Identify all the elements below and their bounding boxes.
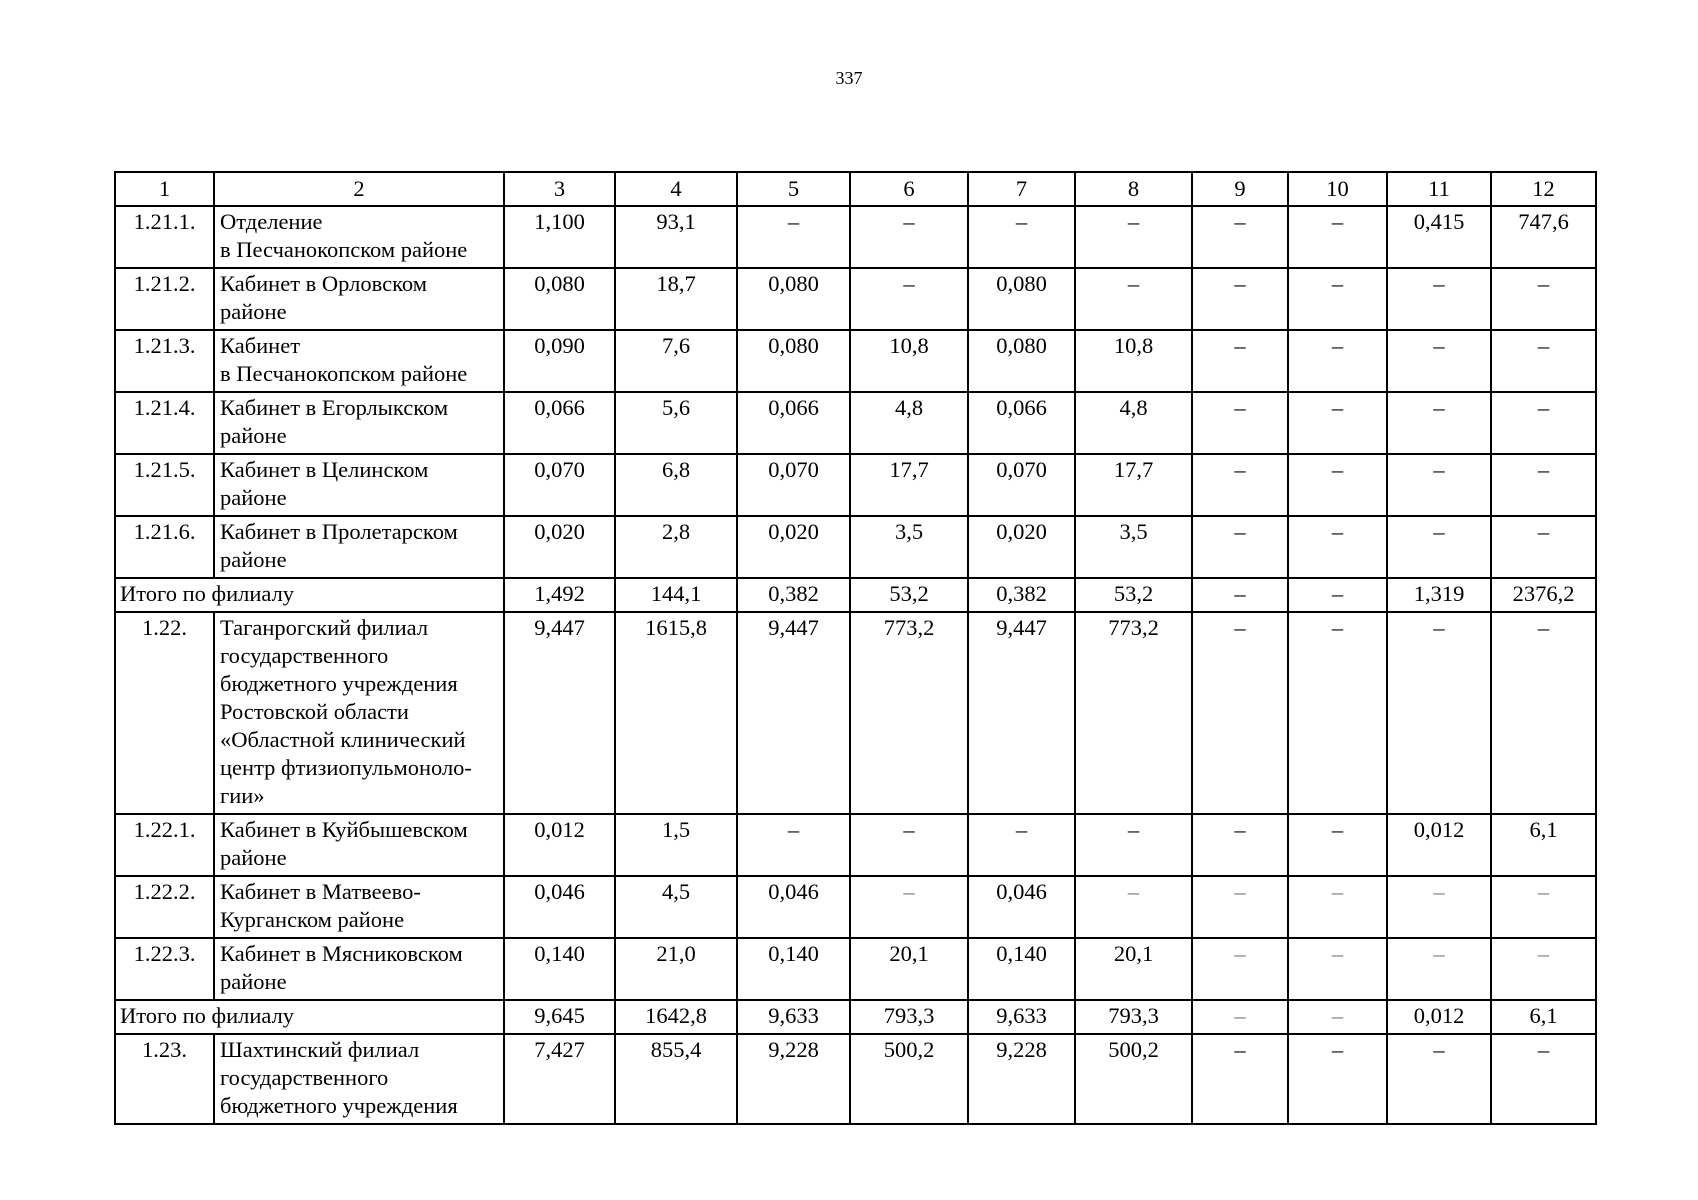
value-cell: –	[1387, 268, 1491, 330]
value-cell: 4,5	[615, 876, 737, 938]
value-cell: –	[1192, 392, 1288, 454]
value-cell: –	[737, 814, 850, 876]
value-cell: 3,5	[1075, 516, 1192, 578]
value-cell: –	[1075, 814, 1192, 876]
value-cell: –	[1288, 268, 1387, 330]
value-cell: –	[1288, 516, 1387, 578]
value-cell: 0,046	[504, 876, 615, 938]
value-cell: 0,046	[737, 876, 850, 938]
value-cell: –	[1491, 392, 1596, 454]
header-cell: 10	[1288, 172, 1387, 206]
row-name: Кабинет в Матвеево- Курганском районе	[214, 876, 504, 938]
table-row	[115, 1034, 1596, 1124]
value-cell: 500,2	[1075, 1034, 1192, 1124]
value-cell: –	[1192, 938, 1288, 1000]
value-cell: –	[1288, 578, 1387, 612]
page-number: 337	[835, 68, 863, 88]
header-cell: 12	[1491, 172, 1596, 206]
row-number: 1.21.5.	[115, 454, 214, 516]
header-cell: 1	[115, 172, 214, 206]
header-cell: 3	[504, 172, 615, 206]
value-cell: –	[1075, 876, 1192, 938]
total-row	[115, 1000, 1596, 1034]
value-cell: 9,645	[504, 1000, 615, 1034]
value-cell: 0,066	[968, 392, 1075, 454]
header-cell: 11	[1387, 172, 1491, 206]
value-cell: 0,012	[1387, 1000, 1491, 1034]
row-name: Кабинет в Песчанокопском районе	[214, 330, 504, 392]
value-cell: 6,8	[615, 454, 737, 516]
value-cell: 0,020	[968, 516, 1075, 578]
value-cell: 793,3	[850, 1000, 968, 1034]
total-label: Итого по филиалу	[115, 1000, 504, 1034]
value-cell: 855,4	[615, 1034, 737, 1124]
value-cell: –	[1491, 454, 1596, 516]
value-cell: –	[1387, 330, 1491, 392]
value-cell: 5,6	[615, 392, 737, 454]
value-cell: –	[1387, 516, 1491, 578]
value-cell: 0,066	[504, 392, 615, 454]
value-cell: –	[968, 814, 1075, 876]
value-cell: –	[1192, 268, 1288, 330]
value-cell: 6,1	[1491, 1000, 1596, 1034]
value-cell: 9,447	[737, 612, 850, 814]
value-cell: –	[850, 268, 968, 330]
row-name: Кабинет в Целинском районе	[214, 454, 504, 516]
value-cell: –	[1288, 1034, 1387, 1124]
value-cell: 9,228	[968, 1034, 1075, 1124]
value-cell: 0,070	[968, 454, 1075, 516]
row-number: 1.21.1.	[115, 206, 214, 268]
table-row	[115, 814, 1596, 876]
value-cell: –	[1075, 206, 1192, 268]
value-cell: 0,080	[968, 330, 1075, 392]
value-cell: –	[737, 206, 850, 268]
value-cell: 6,1	[1491, 814, 1596, 876]
value-cell: 9,447	[504, 612, 615, 814]
value-cell: –	[1192, 578, 1288, 612]
value-cell: 2376,2	[1491, 578, 1596, 612]
header-cell: 8	[1075, 172, 1192, 206]
row-name: Отделение в Песчанокопском районе	[214, 206, 504, 268]
value-cell: 10,8	[850, 330, 968, 392]
value-cell: –	[1387, 938, 1491, 1000]
value-cell: 2,8	[615, 516, 737, 578]
value-cell: –	[1075, 268, 1192, 330]
value-cell: 773,2	[850, 612, 968, 814]
row-number: 1.21.6.	[115, 516, 214, 578]
value-cell: –	[1288, 330, 1387, 392]
value-cell: 21,0	[615, 938, 737, 1000]
value-cell: 1,319	[1387, 578, 1491, 612]
table-row	[115, 392, 1596, 454]
value-cell: 1,100	[504, 206, 615, 268]
value-cell: 9,228	[737, 1034, 850, 1124]
value-cell: –	[968, 206, 1075, 268]
table-row	[115, 938, 1596, 1000]
value-cell: 53,2	[1075, 578, 1192, 612]
value-cell: 7,6	[615, 330, 737, 392]
value-cell: –	[1288, 612, 1387, 814]
value-cell: 773,2	[1075, 612, 1192, 814]
row-name: Кабинет в Куйбышевском районе	[214, 814, 504, 876]
value-cell: –	[1387, 876, 1491, 938]
value-cell: –	[1491, 516, 1596, 578]
row-name: Шахтинский филиал государственного бюджетного учреждения	[214, 1034, 504, 1124]
table-row	[115, 330, 1596, 392]
value-cell: 10,8	[1075, 330, 1192, 392]
value-cell: 18,7	[615, 268, 737, 330]
value-cell: 0,020	[737, 516, 850, 578]
value-cell: –	[1491, 330, 1596, 392]
value-cell: –	[1387, 1034, 1491, 1124]
table-row	[115, 612, 1596, 814]
value-cell: 9,633	[737, 1000, 850, 1034]
value-cell: –	[1288, 938, 1387, 1000]
row-number: 1.21.4.	[115, 392, 214, 454]
value-cell: 17,7	[850, 454, 968, 516]
value-cell: –	[1288, 814, 1387, 876]
table-row	[115, 876, 1596, 938]
value-cell: 7,427	[504, 1034, 615, 1124]
table-row	[115, 454, 1596, 516]
value-cell: 0,080	[737, 268, 850, 330]
value-cell: –	[850, 206, 968, 268]
value-cell: –	[1288, 876, 1387, 938]
value-cell: 747,6	[1491, 206, 1596, 268]
value-cell: 0,070	[737, 454, 850, 516]
value-cell: 0,140	[504, 938, 615, 1000]
row-number: 1.22.2.	[115, 876, 214, 938]
value-cell: 4,8	[1075, 392, 1192, 454]
value-cell: 53,2	[850, 578, 968, 612]
value-cell: 93,1	[615, 206, 737, 268]
total-label: Итого по филиалу	[115, 578, 504, 612]
value-cell: 0,382	[737, 578, 850, 612]
value-cell: –	[1192, 612, 1288, 814]
value-cell: –	[1192, 206, 1288, 268]
value-cell: –	[1387, 454, 1491, 516]
value-cell: 20,1	[1075, 938, 1192, 1000]
value-cell: –	[1288, 392, 1387, 454]
value-cell: –	[1192, 876, 1288, 938]
value-cell: 0,090	[504, 330, 615, 392]
value-cell: 793,3	[1075, 1000, 1192, 1034]
total-row	[115, 578, 1596, 612]
header-cell: 2	[214, 172, 504, 206]
row-name: Кабинет в Пролетарском районе	[214, 516, 504, 578]
value-cell: 17,7	[1075, 454, 1192, 516]
value-cell: –	[850, 876, 968, 938]
table-row	[115, 206, 1596, 268]
value-cell: 3,5	[850, 516, 968, 578]
header-cell: 7	[968, 172, 1075, 206]
value-cell: –	[1192, 1034, 1288, 1124]
value-cell: 0,415	[1387, 206, 1491, 268]
value-cell: –	[1192, 1000, 1288, 1034]
value-cell: 144,1	[615, 578, 737, 612]
value-cell: –	[1192, 454, 1288, 516]
value-cell: –	[1288, 1000, 1387, 1034]
row-name: Кабинет в Орловском районе	[214, 268, 504, 330]
value-cell: 0,070	[504, 454, 615, 516]
header-cell: 4	[615, 172, 737, 206]
header-cell: 6	[850, 172, 968, 206]
value-cell: –	[1192, 516, 1288, 578]
value-cell: 0,046	[968, 876, 1075, 938]
row-name: Таганрогский филиал государственного бюджетного учреждения Ростовской области «Областной клинический центр фтизиопульмоноло- гии»	[214, 612, 504, 814]
value-cell: 0,140	[737, 938, 850, 1000]
value-cell: 1615,8	[615, 612, 737, 814]
data-table	[114, 171, 1597, 1125]
value-cell: 0,382	[968, 578, 1075, 612]
table-row	[115, 268, 1596, 330]
header-row	[115, 172, 1596, 206]
value-cell: 4,8	[850, 392, 968, 454]
row-number: 1.22.	[115, 612, 214, 814]
value-cell: –	[1491, 612, 1596, 814]
header-cell: 9	[1192, 172, 1288, 206]
header-cell: 5	[737, 172, 850, 206]
value-cell: 20,1	[850, 938, 968, 1000]
value-cell: 0,066	[737, 392, 850, 454]
value-cell: 500,2	[850, 1034, 968, 1124]
value-cell: –	[1491, 876, 1596, 938]
value-cell: –	[1491, 1034, 1596, 1124]
row-number: 1.21.3.	[115, 330, 214, 392]
value-cell: 0,080	[737, 330, 850, 392]
value-cell: 1,5	[615, 814, 737, 876]
row-name: Кабинет в Мясниковском районе	[214, 938, 504, 1000]
value-cell: 0,012	[1387, 814, 1491, 876]
value-cell: 1,492	[504, 578, 615, 612]
value-cell: –	[1192, 330, 1288, 392]
row-number: 1.22.3.	[115, 938, 214, 1000]
value-cell: –	[1491, 938, 1596, 1000]
value-cell: 9,633	[968, 1000, 1075, 1034]
value-cell: –	[1288, 206, 1387, 268]
row-number: 1.23.	[115, 1034, 214, 1124]
value-cell: –	[1491, 268, 1596, 330]
value-cell: 1642,8	[615, 1000, 737, 1034]
row-number: 1.21.2.	[115, 268, 214, 330]
value-cell: 0,012	[504, 814, 615, 876]
value-cell: 0,080	[968, 268, 1075, 330]
value-cell: 0,020	[504, 516, 615, 578]
value-cell: –	[850, 814, 968, 876]
value-cell: 0,140	[968, 938, 1075, 1000]
table-row	[115, 516, 1596, 578]
value-cell: 0,080	[504, 268, 615, 330]
row-number: 1.22.1.	[115, 814, 214, 876]
value-cell: –	[1387, 612, 1491, 814]
value-cell: 9,447	[968, 612, 1075, 814]
value-cell: –	[1288, 454, 1387, 516]
value-cell: –	[1387, 392, 1491, 454]
value-cell: –	[1192, 814, 1288, 876]
row-name: Кабинет в Егорлыкском районе	[214, 392, 504, 454]
